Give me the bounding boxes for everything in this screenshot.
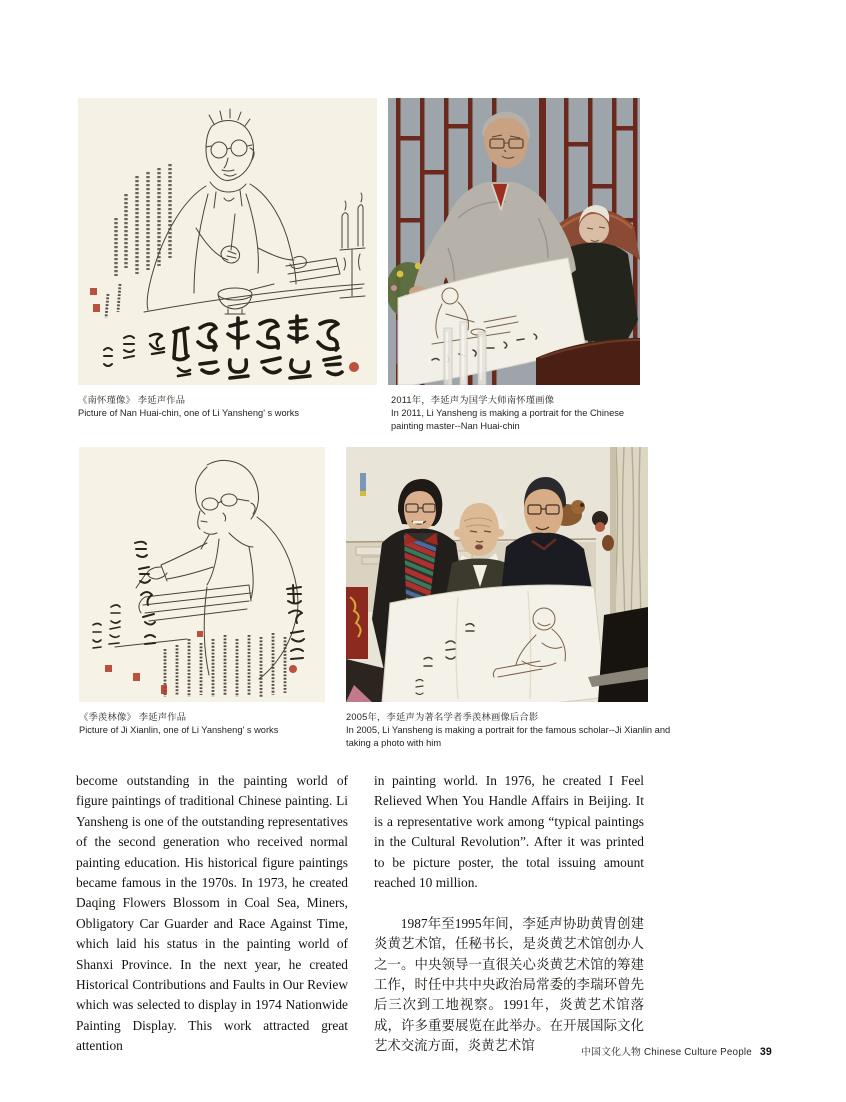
rice-paper-background	[78, 98, 377, 385]
paragraph-english-right: in painting world. In 1976, he created I Feel Relieved When You Handle Affairs in Beijing. It is a representative work among “typical paintings in the Cultural Revolution”. After it was printed to be picture poster, the total issuing amount reached 10 million.	[374, 773, 644, 891]
caption-3-en: Picture of Ji Xianlin, one of Li Yansheng' s works	[79, 724, 279, 735]
figure-ji-xianlin-drawing	[79, 447, 325, 702]
body-text-left-column	[76, 771, 348, 1057]
red-seal	[105, 665, 112, 672]
photo-li-yansheng-nan-huaichin	[388, 98, 640, 385]
red-seal	[161, 685, 167, 694]
caption-1-en: Picture of Nan Huai-chin, one of Li Yansheng' s works	[78, 407, 300, 418]
caption-3-zh: 《季羡林像》 李延声作品	[79, 712, 187, 722]
figure-nan-huaichin-drawing	[78, 98, 377, 385]
red-seal	[93, 304, 100, 312]
magazine-title-en: Chinese Culture People	[644, 1047, 752, 1058]
figure-photo-2011	[388, 98, 640, 385]
page-footer	[581, 1044, 772, 1058]
photo-group-with-ji-xianlin	[346, 447, 648, 702]
red-seal	[349, 362, 359, 372]
caption-2-en: In 2011, Li Yansheng is making a portrait for the Chinese painting master--Nan Huai-chin	[391, 407, 625, 431]
figure-photo-2005	[346, 447, 648, 702]
body-text-right-column	[374, 771, 644, 1057]
paragraph-english-left: become outstanding in the painting world of figure paintings of traditional Chinese painting. Li Yansheng is one of the outstanding representatives of the second generation who received normal painting education. His historical figure paintings became famous in the 1970s. In 1973, he created Daqing Flowers Blossom in Coal Sea, Miners, Obligatory Car Guarder and Race Against Time, which laid his status in the painting world of Shanxi Province. In the next year, he created Historical Contributions and Faults in Our Review which was selected to display in 1974 Nationwide Painting Display. This work attracted great attention	[76, 773, 348, 1054]
page-number: 39	[759, 1046, 772, 1058]
red-seal	[133, 673, 140, 681]
caption-figure-4	[346, 711, 686, 749]
ink-drawing-ji-xianlin	[79, 447, 325, 702]
caption-1-zh: 《南怀瑾像》 李延声作品	[78, 395, 186, 405]
paragraph-chinese: 1987年至1995年间，李延声协助黄胄创建炎黄艺术馆，任秘书长，是炎黄艺术馆创办人之一。中央领导一直很关心炎黄艺术馆的筹建工作，时任中共中央政治局常委的李瑞环曾先后三次到工地视察。1991年，炎黄艺术馆落成，许多重要展览在此举办。在开展国际文化艺术交流方面，炎黄艺术馆	[374, 915, 644, 1054]
red-seal	[90, 288, 97, 295]
magazine-title-zh: 中国文化人物	[581, 1047, 642, 1058]
caption-figure-1	[78, 394, 378, 420]
red-seal	[289, 665, 297, 673]
red-seal	[197, 631, 203, 637]
portrait-sketch-sheet	[382, 585, 606, 702]
ink-drawing-nan-huaichin	[78, 98, 377, 385]
caption-figure-2	[391, 394, 643, 432]
caption-4-en: In 2005, Li Yansheng is making a portrait for the famous scholar--Ji Xianlin and taking a photo with him	[346, 724, 671, 748]
caption-2-zh: 2011年，李延声为国学大师南怀瑾画像	[391, 395, 555, 405]
caption-4-zh: 2005年，李延声为著名学者季羡林画像后合影	[346, 712, 539, 722]
caption-figure-3	[79, 711, 379, 737]
